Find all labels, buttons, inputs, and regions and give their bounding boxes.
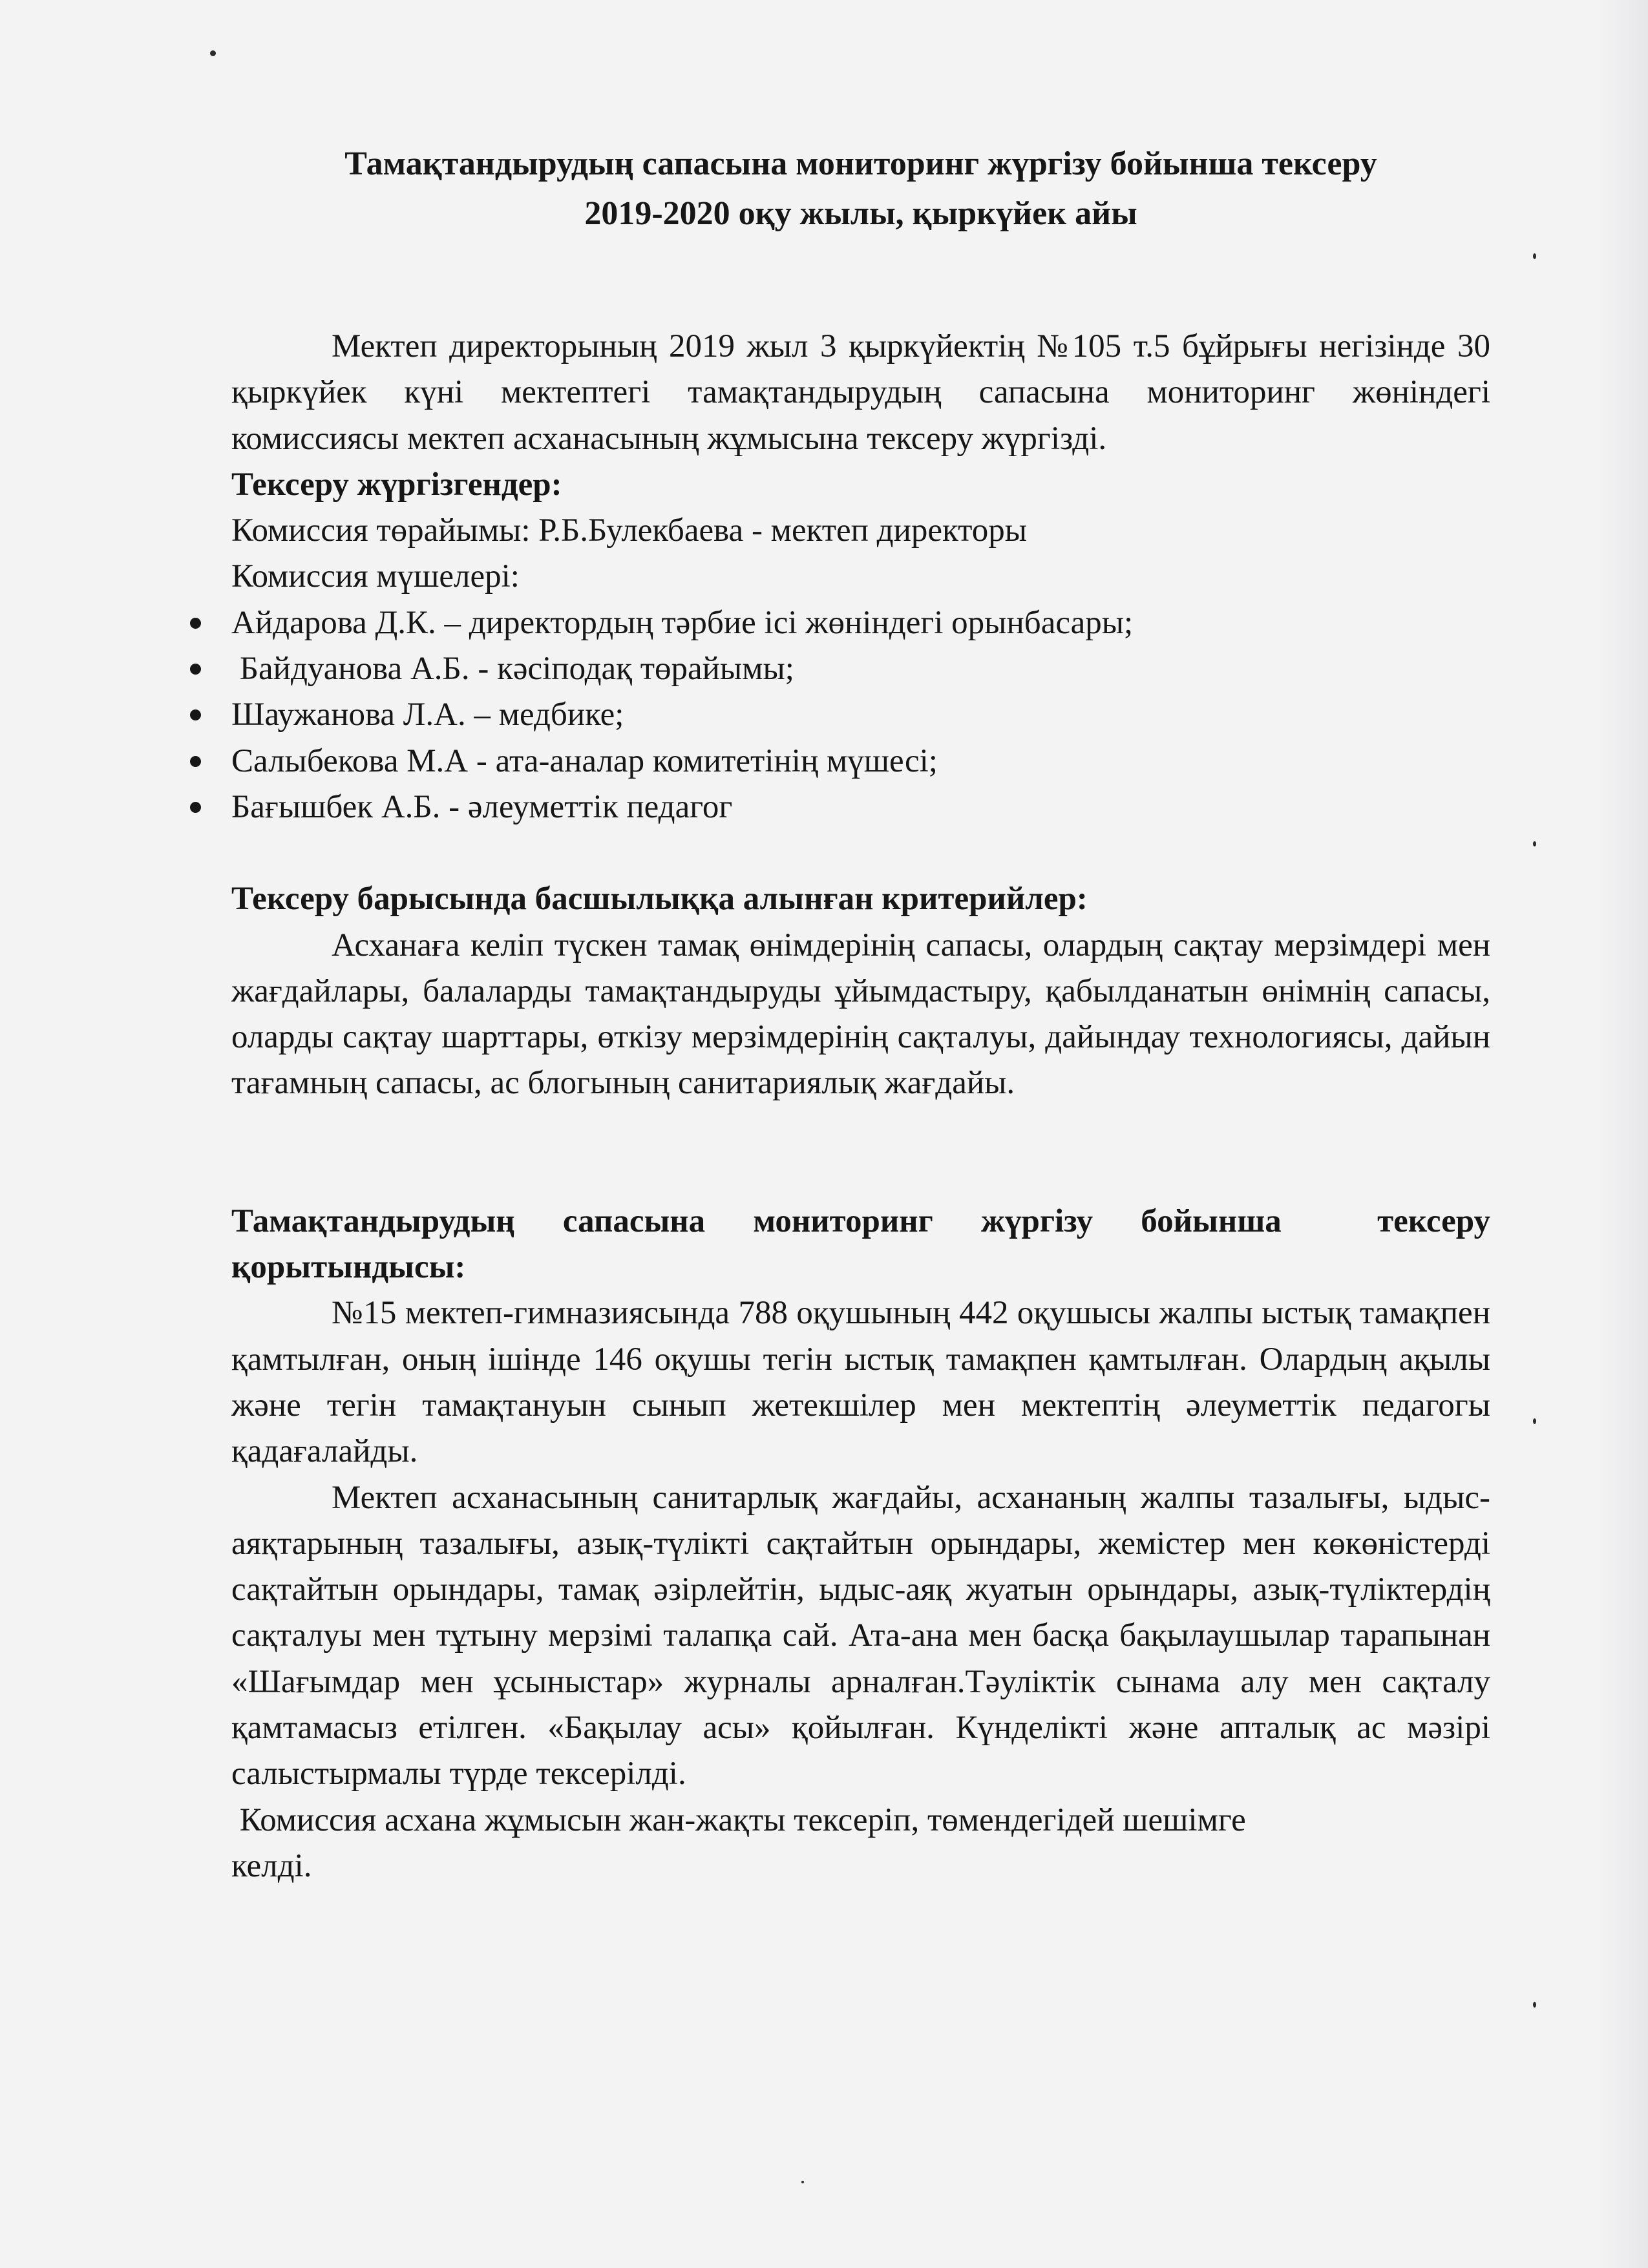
- bullet-icon: [190, 618, 201, 629]
- conclusion-line-2: келді.: [231, 1847, 312, 1884]
- bullet-icon: [190, 756, 201, 767]
- scan-edge-shadow: [1596, 0, 1648, 2268]
- scan-speck: [1533, 2002, 1536, 2008]
- scan-speck: [210, 50, 216, 56]
- inspectors-heading: Тексеру жүргізгендер:: [231, 466, 562, 503]
- scan-speck: [1533, 841, 1536, 846]
- criteria-paragraph: Асханаға келіп түскен тамақ өнімдерінің сапасы, олардың сақтау мерзімдері мен жағдайлары, балаларды тамақтандыруды ұйымдастыру, қабылданатын өнімнің сапасы, оларды сақтау шарттары, өткізу мерзімдерінің сақталуы, дайындау технологиясы, дайын тағамның сапасы, ас блогының санитариялық жағдайы.: [231, 927, 1490, 1102]
- scan-speck: [801, 2181, 804, 2183]
- list-item: Байдуанова А.Б. - кәсіподақ төрайымы;: [231, 646, 1490, 692]
- criteria-heading: Тексеру барысында басшылыққа алынған критерийлер:: [231, 881, 1088, 918]
- members-heading: Комиссия мүшелері:: [231, 558, 520, 595]
- document-title-line-1: Тамақтандырудың сапасына мониторинг жүргізу бойынша тексеру: [344, 145, 1377, 182]
- list-item: Салыбекова М.А - ата-аналар комитетінің мүшесі;: [231, 739, 1490, 784]
- bullet-icon: [190, 664, 201, 675]
- results-heading: Тамақтандырудың сапасына мониторинг жүргізу бойынша тексеру қорытындысы:: [231, 1202, 1499, 1286]
- scan-speck: [1533, 253, 1536, 259]
- bullet-icon: [190, 802, 201, 813]
- list-item: Бағышбек А.Б. - әлеуметтік педагог: [231, 784, 1490, 830]
- scan-speck: [1533, 1418, 1536, 1424]
- commission-chair: Комиссия төрайымы: Р.Б.Булекбаева - мектеп директоры: [231, 512, 1028, 549]
- list-item: Айдарова Д.К. – директордың тәрбие ісі жөніндегі орынбасары;: [231, 600, 1490, 646]
- results-paragraph-2: Мектеп асханасының санитарлық жағдайы, асхананың жалпы тазалығы, ыдыс-аяқтарының тазалығы, азық-түлікті сақтайтын орындары, жемістер мен көкөністерді сақтайтын орындары, тамақ әзірлейтін, ыдыс-аяқ жуатын орындары, азық-түліктердің сақталуы мен тұтыну мерзімі талапқа сай. Ата-ана мен басқа бақылаушылар тарапынан «Шағымдар мен ұсыныстар» журналы арналған.Тәуліктік сынама алу мен сақталу қамтамасыз етілген. «Бақылау асы» қойылған. Күнделікті және апталық ас мәзірі салыстырмалы түрде тексерілді.: [231, 1479, 1490, 1792]
- document-title-line-2: 2019-2020 оқу жылы, қыркүйек айы: [584, 195, 1137, 232]
- list-item: Шаужанова Л.А. – медбике;: [231, 692, 1490, 738]
- results-paragraph-1: №15 мектеп-гимназиясында 788 оқушының 442 оқушысы жалпы ыстық тамақпен қамтылған, оның ішінде 146 оқушы тегін ыстық тамақпен қамтылған. Олардың ақылы және тегін тамақтануын сынып жетекшілер мен мектептің әлеуметтік педагогы қадағалайды.: [231, 1295, 1490, 1470]
- intro-paragraph: Мектеп директорының 2019 жыл 3 қыркүйектің №105 т.5 бұйрығы негізінде 30 қыркүйек күні мектептегі тамақтандырудың сапасына мониторинг жөніндегі комиссиясы мектеп асханасының жұмысына тексеру жүргізді.: [231, 328, 1490, 457]
- members-list: [231, 600, 1490, 830]
- conclusion-line-1: Комиссия асхана жұмысын жан-жақты тексеріп, төмендегідей шешімге: [231, 1801, 1246, 1838]
- document-page: [231, 139, 1499, 1889]
- bullet-icon: [190, 709, 201, 720]
